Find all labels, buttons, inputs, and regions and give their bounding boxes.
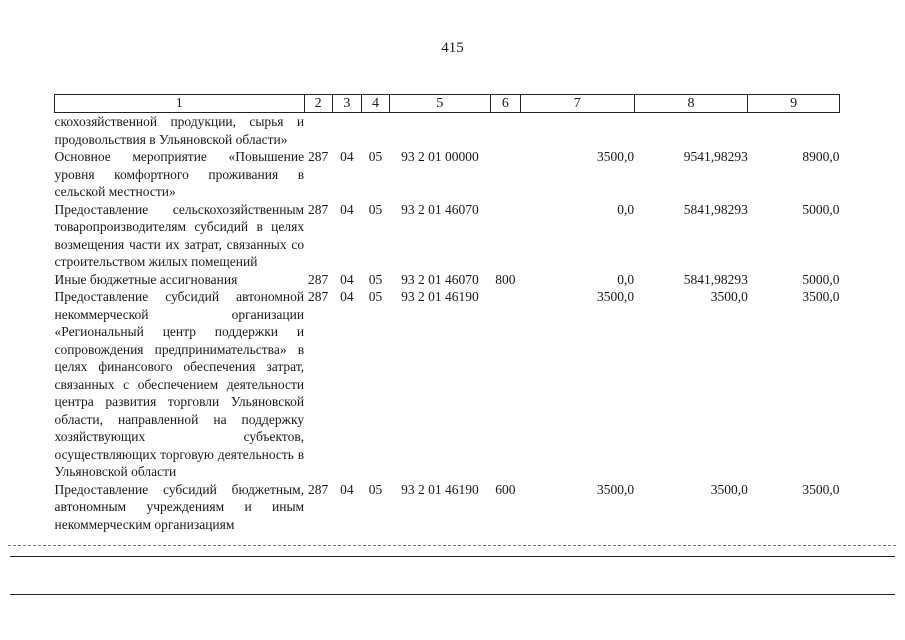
cell-expense-type (490, 148, 520, 201)
cell-amount-8: 3500,0 (710, 289, 748, 304)
cell-target-article: 93 2 01 46190 (401, 289, 479, 304)
column-header: 8 (634, 95, 748, 113)
cell-amount-9: 8900,0 (802, 149, 840, 164)
cell-target-article: 93 2 01 46070 (401, 271, 479, 287)
cell-amount-8: 5841,98293 (683, 271, 748, 287)
cell-amount-9: 5000,0 (802, 201, 840, 217)
cell-amount-8: 5841,98293 (683, 201, 748, 217)
cell-subsection: 05 (368, 289, 383, 304)
cell-amount-9 (748, 113, 840, 149)
cell-admin-code: 287 (308, 271, 329, 287)
row-name: Иные бюджетные ассигнования (54, 271, 238, 287)
cell-admin-code: 287 (308, 149, 329, 164)
cell-section: 04 (340, 481, 354, 497)
column-header: 3 (332, 95, 361, 113)
table-bottom-rule (10, 594, 895, 595)
cell-subsection: 05 (368, 481, 383, 497)
table-row (55, 481, 840, 534)
cell-amount-8: 3500,0 (710, 481, 748, 497)
row-name: Предоставление сельскохозяйственным товаропроизводителям субсидий в целях возмещения части их затрат, связанных со строительством жилых помещений (54, 201, 305, 269)
cell-expense-type (490, 201, 520, 271)
page-number: 415 (441, 40, 464, 56)
column-header: 4 (361, 95, 389, 113)
cell-target-article: 93 2 01 46190 (401, 481, 479, 497)
cell-subsection: 05 (368, 271, 383, 287)
cell-admin-code (304, 113, 332, 149)
cell-section: 04 (340, 149, 354, 164)
column-header: 9 (748, 95, 840, 113)
cell-section: 04 (340, 289, 354, 304)
cell-expense-type: 600 (495, 481, 516, 497)
column-header: 2 (304, 95, 332, 113)
column-header: 6 (490, 95, 520, 113)
cell-amount-7: 0,0 (617, 201, 635, 217)
cell-admin-code: 287 (308, 481, 329, 497)
cell-admin-code: 287 (308, 289, 329, 304)
cell-amount-8 (634, 113, 748, 149)
table-rule-line (10, 556, 895, 557)
cell-amount-7: 0,0 (617, 271, 635, 287)
column-header: 5 (390, 95, 491, 113)
page-cut-line (8, 545, 896, 546)
cell-subsection (361, 113, 389, 149)
budget-table (54, 94, 840, 533)
cell-amount-7 (520, 113, 634, 149)
cell-expense-type: 800 (495, 271, 516, 287)
cell-section: 04 (340, 271, 354, 287)
cell-target-article: 93 2 01 00000 (401, 149, 479, 164)
cell-amount-9: 5000,0 (802, 271, 840, 287)
cell-amount-7: 3500,0 (597, 149, 635, 164)
table-row (55, 148, 840, 201)
column-header: 7 (520, 95, 634, 113)
table-row (55, 288, 840, 481)
row-name: Основное мероприятие «Повышение уровня комфортного проживания в сельской местности» (54, 149, 305, 199)
column-header: 1 (55, 95, 305, 113)
table-row (55, 201, 840, 271)
row-name: Предоставление субсидий бюджетным, автономным учреждениям и иным некоммерческим организациям (54, 481, 305, 532)
cell-amount-9: 3500,0 (802, 289, 840, 304)
row-name: Предоставление субсидий автономной некоммерческой организации «Региональный центр поддержки и сопровождения предпринимательства» в целях финансового обеспечения затрат, связанных с обеспечением деятельности центра развития торговли Ульяновской области, направленной на поддержку хозяйствующих субъектов, осуществляющих торговую деятельность в Ульяновской области (54, 289, 305, 479)
cell-amount-9: 3500,0 (802, 481, 840, 497)
cell-subsection: 05 (368, 149, 383, 164)
table-row (55, 271, 840, 289)
cell-amount-7: 3500,0 (597, 289, 635, 304)
cell-amount-8: 9541,98293 (683, 149, 748, 164)
cell-target-article: 93 2 01 46070 (401, 201, 479, 217)
cell-target-article (390, 113, 491, 149)
cell-expense-type (490, 288, 520, 481)
cell-amount-7: 3500,0 (597, 481, 635, 497)
cell-section: 04 (340, 201, 354, 217)
cell-admin-code: 287 (308, 201, 329, 217)
cell-subsection: 05 (368, 201, 383, 217)
table-row (55, 113, 840, 149)
cell-expense-type (490, 113, 520, 149)
row-name: скохозяйственной продукции, сырья и продовольствия в Ульяновской области» (54, 114, 305, 147)
table-header-row (55, 95, 840, 113)
cell-section (332, 113, 361, 149)
